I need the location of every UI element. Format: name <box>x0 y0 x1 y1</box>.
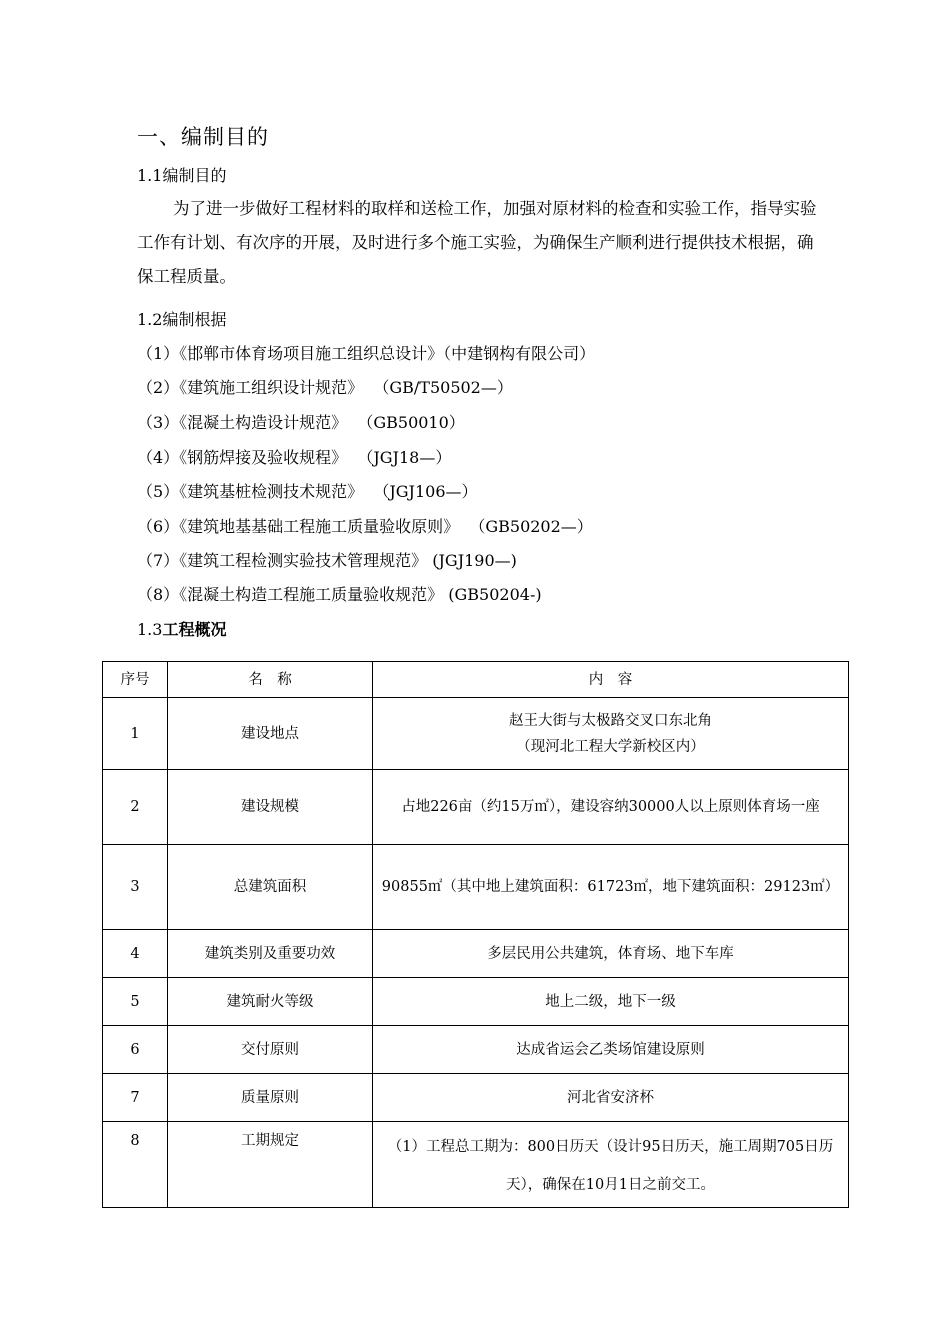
purpose-paragraph <box>137 192 817 294</box>
row-name: 建设规模 <box>168 770 373 845</box>
content-line: （现河北工程大学新校区内） <box>516 738 705 755</box>
reference-item: （7）《建筑工程检测实验技术管理规范》 (JGJ190—) <box>137 551 517 570</box>
table-row <box>103 1122 849 1208</box>
table-row <box>103 1074 849 1122</box>
reference-item: （2）《建筑施工组织设计规范》 （GB/T50502—） <box>137 378 513 397</box>
row-content: 地上二级，地下一级 <box>373 978 849 1026</box>
table-row <box>103 1026 849 1074</box>
table-header-row <box>103 662 849 698</box>
reference-item: （3）《混凝土构造设计规范》 （GB50010） <box>137 413 465 432</box>
reference-item: （1）《邯郸市体育场项目施工组织总设计》（中建钢构有限公司） <box>137 344 596 363</box>
row-name: 总建筑面积 <box>168 845 373 930</box>
reference-item: （5）《建筑基桩检测技术规范》 （JGJ106—） <box>137 482 478 501</box>
row-name: 工期规定 <box>168 1122 373 1208</box>
row-number: 2 <box>103 770 168 845</box>
row-number: 8 <box>103 1122 168 1208</box>
subsection-number: 1.3 <box>137 620 163 639</box>
row-number: 1 <box>103 698 168 770</box>
purpose-text: 为了进一步做好工程材料的取样和送检工作，加强对原材料的检查和实验工作，指导实验工作有计划、有次序的开展，及时进行多个施工实验，为确保生产顺利进行提供技术根据，确保工程质量。 <box>137 199 817 286</box>
reference-item: （8）《混凝土构造工程施工质量验收规范》 (GB50204-) <box>137 585 542 604</box>
row-content <box>373 698 849 770</box>
section-title: 一、编制目的 <box>137 125 269 149</box>
column-header-content: 内 容 <box>373 662 849 698</box>
subsection-title: 工程概况 <box>162 620 227 639</box>
table-row <box>103 770 849 845</box>
column-header-name: 名 称 <box>168 662 373 698</box>
reference-item: （6）《建筑地基基础工程施工质量验收原则》 （GB50202—） <box>137 517 593 536</box>
content-line: 赵王大街与太极路交叉口东北角 <box>509 712 712 729</box>
row-number: 5 <box>103 978 168 1026</box>
row-content: 河北省安济杯 <box>373 1074 849 1122</box>
table-row <box>103 698 849 770</box>
row-number: 6 <box>103 1026 168 1074</box>
row-name: 建筑类别及重要功效 <box>168 930 373 978</box>
subsection-heading-1-1: 1.1编制目的 <box>137 166 227 185</box>
row-content: 多层民用公共建筑，体育场、地下车库 <box>373 930 849 978</box>
table-row <box>103 978 849 1026</box>
row-content: （1）工程总工期为：800日历天（设计95日历天，施工周期705日历天），确保在10月1日之前交工。 <box>373 1122 849 1208</box>
row-number: 4 <box>103 930 168 978</box>
reference-item: （4）《钢筋焊接及验收规程》 （JGJ18—） <box>137 448 452 467</box>
column-header-number: 序号 <box>103 662 168 698</box>
row-name: 交付原则 <box>168 1026 373 1074</box>
row-name: 建设地点 <box>168 698 373 770</box>
row-number: 7 <box>103 1074 168 1122</box>
row-number: 3 <box>103 845 168 930</box>
table-row <box>103 930 849 978</box>
subsection-heading-1-3 <box>137 617 226 640</box>
row-content: 90855㎡（其中地上建筑面积：61723㎡，地下建筑面积：29123㎡） <box>373 845 849 930</box>
subsection-heading-1-2: 1.2编制根据 <box>137 310 227 329</box>
row-content: 占地226亩（约15万㎡），建设容纳30000人以上原则体育场一座 <box>373 770 849 845</box>
project-overview-table <box>102 661 849 1208</box>
row-name: 建筑耐火等级 <box>168 978 373 1026</box>
row-name: 质量原则 <box>168 1074 373 1122</box>
row-content: 达成省运会乙类场馆建设原则 <box>373 1026 849 1074</box>
table-row <box>103 845 849 930</box>
